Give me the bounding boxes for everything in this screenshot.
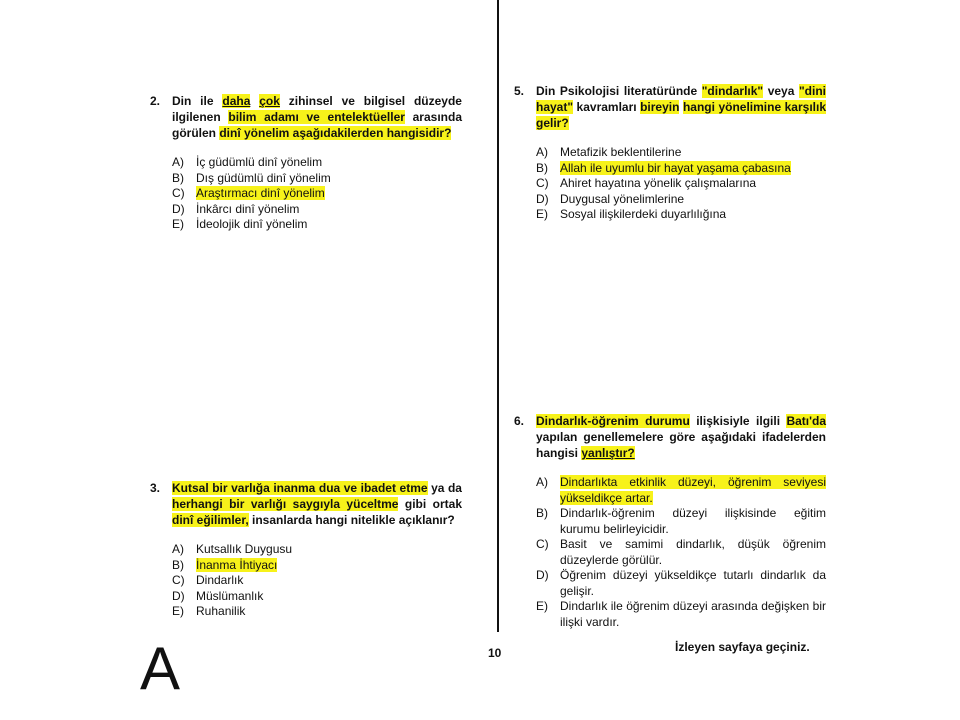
stem-segment: Kutsal bir varlığa inanma dua ve ibadet etme <box>172 481 428 495</box>
answer-option <box>172 217 462 233</box>
option-text-content: Dindarlık-öğrenim düzeyi ilişkisinde eğitim kurumu belirleyicidir. <box>560 506 826 536</box>
option-text-content: Öğrenim düzeyi yükseldikçe tutarlı dindarlık da gelişir. <box>560 568 826 598</box>
option-letter: C) <box>172 186 185 200</box>
option-text-content: Ruhanilik <box>196 604 246 618</box>
option-text-content: Basit ve samimi dindarlık, düşük öğrenim düzeylerde görülür. <box>560 537 826 567</box>
stem-segment: herhangi bir varlığı saygıyla yüceltme <box>172 497 399 511</box>
page-number: 10 <box>488 646 502 660</box>
option-text <box>560 599 826 630</box>
option-letter: B) <box>172 557 184 572</box>
answer-option <box>536 506 826 537</box>
stem-segment: hangi yönelimine karşılık gelir? <box>536 100 826 130</box>
stem-segment: Din ile <box>172 94 223 108</box>
option-text <box>196 186 462 202</box>
stem-segment <box>250 94 259 108</box>
option-text <box>560 537 826 568</box>
option-letter: C) <box>172 573 185 587</box>
question-6 <box>514 413 826 630</box>
answer-option <box>172 589 462 605</box>
question-stem <box>172 480 462 528</box>
answer-option <box>536 537 826 568</box>
option-text <box>196 217 462 233</box>
question-stem <box>536 83 826 131</box>
option-letter: D) <box>172 588 185 603</box>
stem-segment: "dindarlık" <box>701 84 764 98</box>
option-letter: A) <box>536 145 548 159</box>
option-text <box>560 161 826 177</box>
option-text-content: Dindarlıkta etkinlik düzeyi, öğrenim seviyesi yükseldikçe artar. <box>560 475 826 505</box>
answer-option <box>536 145 826 161</box>
question-number: 6. <box>514 414 525 428</box>
option-text <box>560 192 826 208</box>
question-number: 3. <box>150 481 161 495</box>
option-letter: A) <box>536 475 548 489</box>
option-text-content: İç güdümlü dinî yönelim <box>196 155 323 169</box>
option-text <box>560 568 826 599</box>
option-text-content: Kutsallık Duygusu <box>196 542 293 556</box>
stem-segment: ilişkisiyle ilgili <box>689 414 787 428</box>
answer-option <box>172 604 462 620</box>
stem-segment: yanlıştır? <box>581 446 635 460</box>
option-text <box>196 542 462 558</box>
option-text-content: Araştırmacı dinî yönelim <box>196 186 325 200</box>
answer-option <box>172 558 462 574</box>
column-divider <box>497 0 499 632</box>
option-letter: B) <box>172 170 184 185</box>
answer-option <box>172 186 462 202</box>
option-letter: A) <box>172 542 184 556</box>
stem-segment: çok <box>259 94 280 108</box>
options-list <box>172 155 462 233</box>
booklet-letter: A <box>140 635 181 702</box>
stem-segment: zihinsel ve bilgisel düzeyde ilgilenen <box>172 94 462 124</box>
option-text <box>196 155 462 171</box>
stem-segment: arasında görülen <box>172 110 462 140</box>
answer-option <box>536 161 826 177</box>
stem-segment: daha <box>222 94 251 108</box>
stem-segment: Batı'da <box>786 414 826 428</box>
option-text-content: Sosyal ilişkilerdeki duyarlılığına <box>560 207 727 221</box>
option-text <box>560 176 826 192</box>
stem-segment: gibi ortak <box>398 497 462 511</box>
question-number: 5. <box>514 84 525 98</box>
stem-segment: ya da <box>427 481 462 495</box>
option-text-content: Müslümanlık <box>196 588 264 603</box>
question-5 <box>514 83 826 223</box>
stem-segment: bilim adamı ve entelektüeller <box>228 110 405 124</box>
option-text-content: Dış güdümlü dinî yönelim <box>196 170 331 185</box>
options-list <box>172 542 462 620</box>
option-text <box>560 145 826 161</box>
option-text <box>560 506 826 537</box>
answer-option <box>536 207 826 223</box>
option-letter: A) <box>172 155 184 169</box>
option-text <box>560 207 826 223</box>
option-text-content: Allah ile uyumlu bir hayat yaşama çabasına <box>560 160 791 175</box>
answer-option <box>172 542 462 558</box>
option-text-content: Dindarlık ile öğrenim düzeyi arasında değişken bir ilişki vardır. <box>560 599 826 629</box>
option-text <box>196 202 462 218</box>
question-2 <box>150 93 462 233</box>
stem-segment: "dini hayat" <box>536 84 826 114</box>
question-number: 2. <box>150 94 161 108</box>
option-letter: D) <box>172 201 185 216</box>
option-letter: B) <box>536 160 548 175</box>
option-text <box>560 475 826 506</box>
option-letter: E) <box>536 207 548 221</box>
answer-option <box>536 192 826 208</box>
option-letter: E) <box>536 599 548 613</box>
option-text-content: Ahiret hayatına yönelik çalışmalarına <box>560 176 757 190</box>
option-text-content: İnkârcı dinî yönelim <box>196 201 300 216</box>
stem-segment: dinî eğilimler, <box>172 513 249 527</box>
option-text-content: Dindarlık <box>196 573 244 587</box>
option-text-content: Metafizik beklentilerine <box>560 145 682 159</box>
answer-option <box>536 568 826 599</box>
answer-option <box>172 202 462 218</box>
next-page-note: İzleyen sayfaya geçiniz. <box>675 640 810 654</box>
stem-segment: Din Psikolojisi literatüründe <box>536 84 702 98</box>
answer-option <box>536 475 826 506</box>
option-text-content: İnanma İhtiyacı <box>196 557 278 572</box>
option-text <box>196 558 462 574</box>
answer-option <box>172 155 462 171</box>
option-letter: C) <box>536 176 549 190</box>
stem-segment: Dindarlık-öğrenim durumu <box>536 414 690 428</box>
answer-option <box>536 176 826 192</box>
answer-option <box>536 599 826 630</box>
options-list <box>536 145 826 223</box>
stem-segment: yapılan genellemelere göre aşağıdaki ifadelerden hangisi <box>536 430 826 460</box>
stem-segment: bireyin <box>640 100 680 114</box>
option-letter: C) <box>536 537 549 551</box>
options-list <box>536 475 826 630</box>
stem-segment: dinî yönelim aşağıdakilerden hangisidir? <box>219 126 452 140</box>
option-text <box>196 589 462 605</box>
answer-option <box>172 171 462 187</box>
option-text <box>196 573 462 589</box>
option-text-content: İdeolojik dinî yönelim <box>196 217 308 231</box>
answer-option <box>172 573 462 589</box>
stem-segment: kavramları <box>573 100 641 114</box>
stem-segment: insanlarda hangi nitelikle açıklanır? <box>248 513 455 527</box>
option-letter: E) <box>172 604 184 618</box>
question-3 <box>150 480 462 620</box>
option-letter: E) <box>172 217 184 231</box>
option-text <box>196 171 462 187</box>
option-text-content: Duygusal yönelimlerine <box>560 191 685 206</box>
option-text <box>196 604 462 620</box>
option-letter: D) <box>536 191 549 206</box>
question-stem <box>536 413 826 461</box>
question-stem <box>172 93 462 141</box>
option-letter: D) <box>536 568 549 582</box>
option-letter: B) <box>536 506 548 520</box>
stem-segment: veya <box>763 84 799 98</box>
